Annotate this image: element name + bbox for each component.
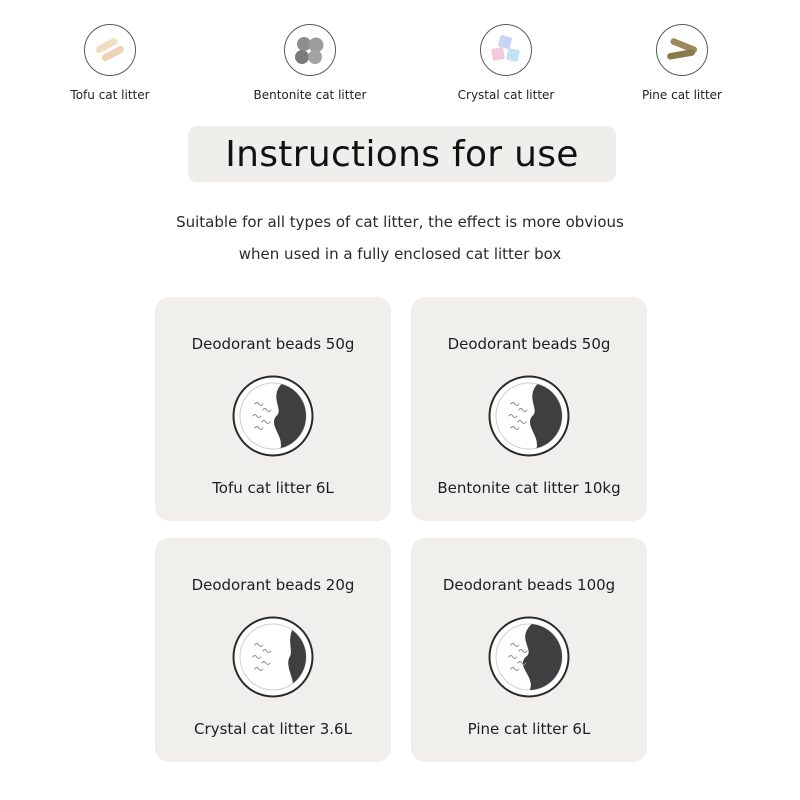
- litter-type-label: Bentonite cat litter: [253, 88, 367, 102]
- ratio-circle-icon: [488, 616, 570, 698]
- ratio-circle-icon: [488, 375, 570, 457]
- litter-type-label: Tofu cat litter: [70, 88, 150, 102]
- litter-type-label: Crystal cat litter: [457, 88, 555, 102]
- ratio-circle-icon: [232, 616, 314, 698]
- litter-types-row: [0, 24, 800, 114]
- bentonite-pellets-icon: [284, 24, 336, 76]
- litter-amount: Bentonite cat litter 10kg: [437, 479, 621, 497]
- beads-amount: Deodorant beads 100g: [442, 576, 616, 594]
- pine-sticks-icon: [656, 24, 708, 76]
- beads-amount: Deodorant beads 50g: [447, 335, 611, 353]
- litter-type-crystal: [426, 24, 586, 102]
- beads-amount: Deodorant beads 50g: [191, 335, 355, 353]
- tofu-sticks-icon: [84, 24, 136, 76]
- usage-card-pine: [411, 538, 647, 762]
- litter-type-pine: [602, 24, 762, 102]
- litter-type-tofu: [30, 24, 190, 102]
- usage-card-tofu: [155, 297, 391, 521]
- page-title: Instructions for use: [225, 133, 579, 175]
- ratio-circle-icon: [232, 375, 314, 457]
- description-line-2: when used in a fully enclosed cat litter box: [238, 245, 562, 263]
- beads-amount: Deodorant beads 20g: [191, 576, 355, 594]
- usage-card-bentonite: [411, 297, 647, 521]
- litter-type-label: Pine cat litter: [642, 88, 722, 102]
- description-line-1: Suitable for all types of cat litter, the effect is more obvious: [176, 213, 624, 231]
- litter-amount: Tofu cat litter 6L: [212, 479, 334, 497]
- litter-type-bentonite: [230, 24, 390, 102]
- usage-card-crystal: [155, 538, 391, 762]
- title-banner: [188, 126, 616, 182]
- crystal-cubes-icon: [480, 24, 532, 76]
- litter-amount: Pine cat litter 6L: [467, 720, 591, 738]
- litter-amount: Crystal cat litter 3.6L: [194, 720, 352, 738]
